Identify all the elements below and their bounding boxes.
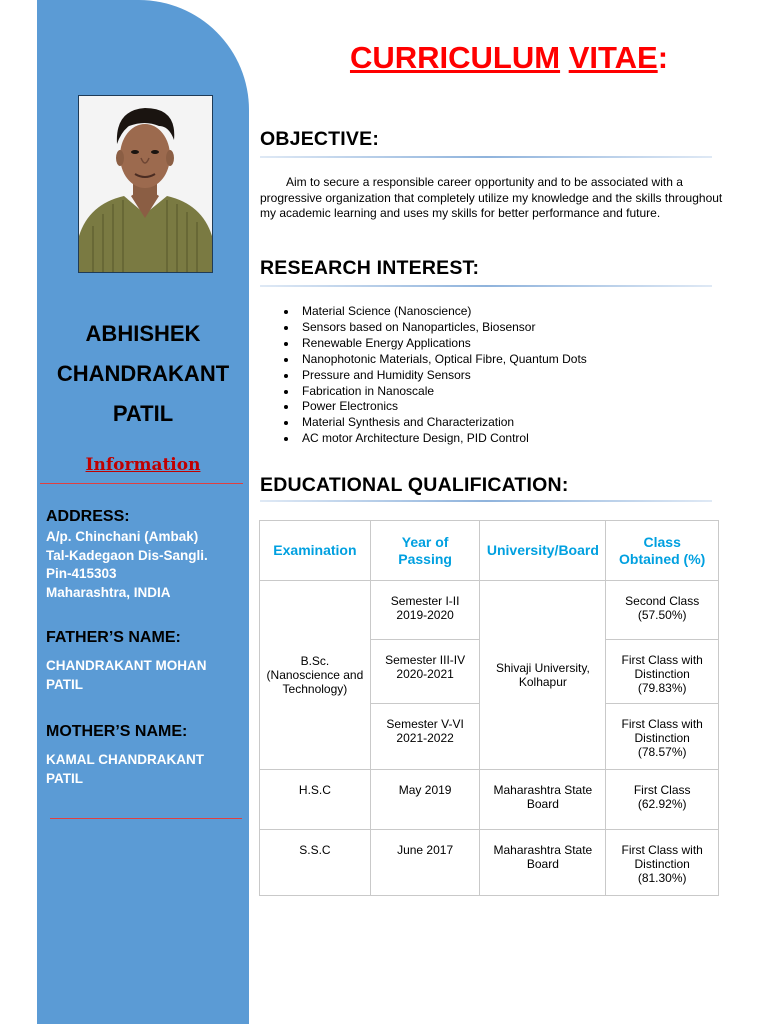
class-cell [606, 640, 719, 704]
header-line: Obtained (%) [619, 550, 706, 567]
column-header-class [606, 521, 719, 581]
education-table [259, 520, 719, 896]
section-divider [260, 285, 712, 287]
address-line: Pin-415303 [46, 566, 117, 581]
section-divider [260, 500, 712, 502]
name-line-1: ABHISHEK [85, 321, 201, 346]
name-line-2: CHANDRAKANT [56, 361, 230, 386]
exam-ssc: S.S.C [260, 830, 371, 896]
cell-line: Kolhapur [518, 675, 567, 689]
cell-line: First Class with [621, 843, 703, 857]
cell-line: First Class [633, 783, 691, 797]
mother-name-line: KAMAL CHANDRAKANT [46, 752, 204, 767]
cell-line: Semester I-II [390, 594, 460, 608]
section-divider [260, 156, 712, 158]
person-name [37, 314, 249, 434]
cell-line: Semester V-VI [386, 717, 464, 731]
board-cell [480, 770, 606, 830]
objective-heading: OBJECTIVE: [260, 128, 380, 150]
cell-line: B.Sc. [300, 654, 330, 668]
table-row [260, 770, 719, 830]
cell-line: Maharashtra State [493, 843, 593, 857]
cell-line: Maharashtra State [493, 783, 593, 797]
column-header-year [370, 521, 480, 581]
mother-name-line: PATIL [46, 770, 83, 786]
father-name-line: PATIL [46, 676, 83, 692]
research-heading: RESEARCH INTEREST: [260, 257, 480, 279]
cell-line: Distinction [634, 731, 690, 745]
profile-photo [78, 95, 213, 273]
address-line: Tal-Kadegaon Dis-Sangli. [46, 547, 208, 563]
address-text [46, 528, 246, 602]
cell-line: (57.50%) [637, 608, 687, 622]
year-cell [370, 640, 480, 704]
mother-name-label: MOTHER’S NAME: [46, 723, 188, 740]
year-cell [370, 704, 480, 770]
exam-hsc: H.S.C [260, 770, 371, 830]
class-cell [606, 770, 719, 830]
list-item: Pressure and Humidity Sensors [284, 368, 587, 384]
research-list [284, 304, 587, 447]
class-cell [606, 581, 719, 640]
year-cell: May 2019 [370, 770, 480, 830]
cell-line: (79.83%) [637, 681, 687, 695]
class-cell [606, 830, 719, 896]
list-item: Material Science (Nanoscience) [284, 304, 587, 320]
board-cell [480, 830, 606, 896]
cell-line: Distinction [634, 667, 690, 681]
list-item: Fabrication in Nanoscale [284, 384, 587, 400]
address-label: ADDRESS: [46, 508, 130, 525]
father-name [46, 657, 246, 694]
cell-line: (Nanoscience and [266, 668, 364, 682]
cell-line: 2020-2021 [396, 667, 454, 681]
year-cell [370, 581, 480, 640]
list-item: Material Synthesis and Characterization [284, 415, 587, 431]
university-cell [480, 581, 606, 770]
table-header-row [260, 521, 719, 581]
cell-line: (62.92%) [637, 797, 687, 811]
objective-text [260, 175, 723, 222]
list-item: Power Electronics [284, 399, 587, 415]
objective-line: my academic learning and uses my skills for better performance and future. [260, 206, 661, 220]
cell-line: 2021-2022 [396, 731, 454, 745]
year-cell: June 2017 [370, 830, 480, 896]
cell-line: Second Class [625, 594, 700, 608]
exam-bsc [260, 581, 371, 770]
cell-line: Technology) [282, 682, 348, 696]
information-heading: Information [85, 455, 201, 475]
mother-name [46, 751, 246, 788]
cell-line: (78.57%) [637, 745, 687, 759]
list-item: AC motor Architecture Design, PID Control [284, 431, 587, 447]
list-item: Sensors based on Nanoparticles, Biosensor [284, 320, 587, 336]
header-line: Year of [401, 533, 449, 550]
title-word-2: VITAE [568, 40, 658, 75]
divider-line [40, 483, 243, 484]
cell-line: First Class with [621, 717, 703, 731]
cell-line: First Class with [621, 653, 703, 667]
cell-line: Distinction [634, 857, 690, 871]
class-cell [606, 704, 719, 770]
cell-line: Shivaji University, [495, 661, 590, 675]
list-item: Renewable Energy Applications [284, 336, 587, 352]
column-header-university: University/Board [480, 521, 606, 581]
cell-line: 2019-2020 [396, 608, 454, 622]
cell-line: Semester III-IV [385, 653, 466, 667]
table-row [260, 581, 719, 640]
cell-line: Board [526, 797, 559, 811]
address-line: Maharashtra, INDIA [46, 584, 171, 600]
header-line: Class [643, 533, 681, 550]
objective-line: progressive organization that completely utilize my knowledge and the skills throughout [260, 190, 723, 205]
header-line: Passing [398, 550, 452, 567]
page-title [250, 40, 768, 76]
objective-line: Aim to secure a responsible career opportunity and to be associated with a [286, 175, 683, 189]
title-word-1: CURRICULUM [349, 40, 561, 75]
column-header-examination: Examination [260, 521, 371, 581]
list-item: Nanophotonic Materials, Optical Fibre, Quantum Dots [284, 352, 587, 368]
cell-line: (81.30%) [637, 871, 687, 885]
education-heading: EDUCATIONAL QUALIFICATION: [260, 474, 569, 496]
address-line: A/p. Chinchani (Ambak) [46, 529, 199, 544]
title-colon: : [657, 40, 669, 75]
cell-line: Board [526, 857, 559, 871]
table-row [260, 830, 719, 896]
divider-line [50, 818, 242, 819]
portrait-icon [79, 96, 212, 272]
name-line-3: PATIL [112, 401, 174, 426]
father-name-line: CHANDRAKANT MOHAN [46, 658, 207, 673]
father-name-label: FATHER’S NAME: [46, 629, 181, 646]
